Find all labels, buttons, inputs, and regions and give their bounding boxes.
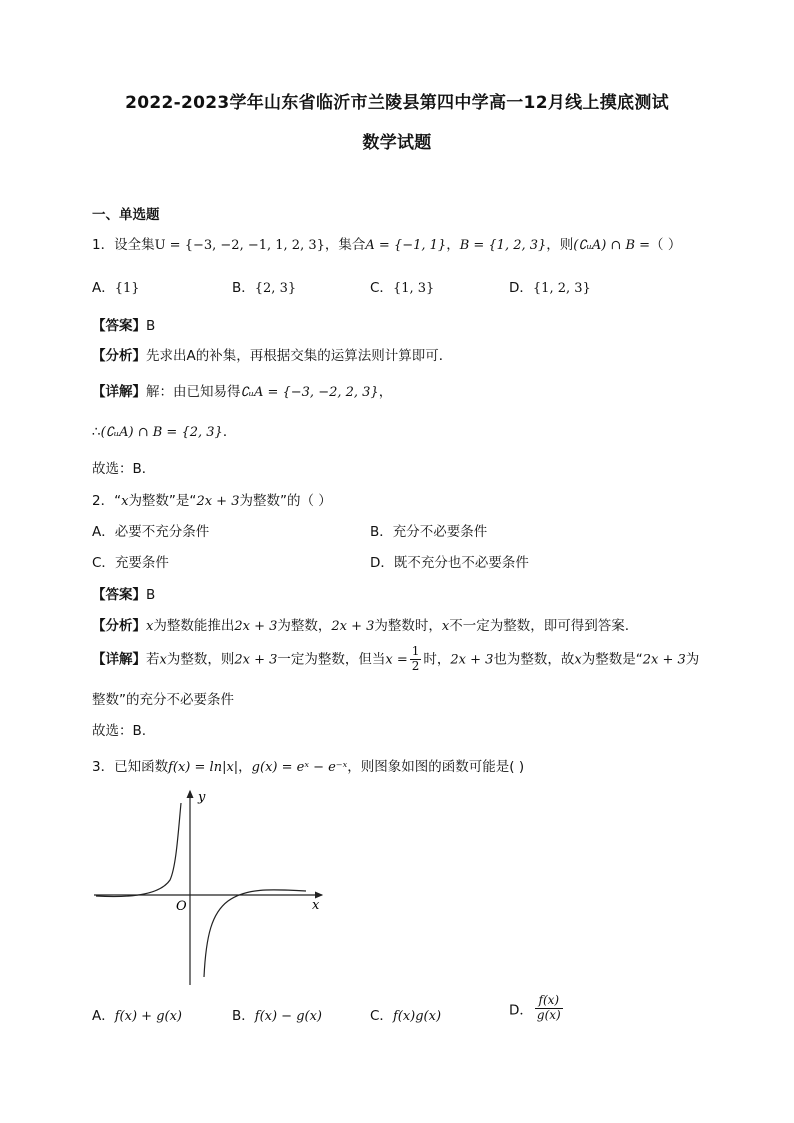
q2-answer: 【答案】B <box>92 587 156 603</box>
q2-option-c: C．充要条件 <box>92 555 169 571</box>
q2-detail: 【详解】若x为整数，则2x + 3一定为整数，但当x = $\frac{1}{2}$ 时，2x + 3也为整数，故x为整数是“2x + 3为 <box>92 644 700 673</box>
q1-expression: (∁ᵤA) ∩ B = <box>573 238 651 253</box>
y-axis-label: y <box>198 790 206 805</box>
q2-detail-continued: 整数”的充分不必要条件 <box>92 692 234 708</box>
q1-detail: 【详解】解：由已知易得∁ᵤA = {−3, −2, 2, 3}， <box>92 384 393 400</box>
document-title: 2022-2023学年山东省临沂市兰陵县第四中学高一12月线上摸底测试 <box>125 93 669 113</box>
q3-option-b: B．f(x) − g(x) <box>232 1008 323 1024</box>
q1-set-a: A = {−1, 1} <box>365 238 447 253</box>
section-heading: 一、单选题 <box>92 207 160 223</box>
q1-set-u: U = {−3, −2, −1, 1, 2, 3} <box>154 238 325 253</box>
fraction-one-half: $\frac{1}{2}$ <box>411 644 420 673</box>
q2-number: 2． <box>92 493 115 509</box>
q1-option-d: D．{1, 2, 3} <box>509 280 591 296</box>
document-subtitle: 数学试题 <box>362 133 432 153</box>
q3-option-a: A．f(x) + g(x) <box>92 1008 182 1024</box>
q3-stem: 3．已知函数f(x) = ln|x|，g(x) = eˣ − e⁻ˣ，则图象如图的函数可能是( ) <box>92 759 525 775</box>
q1-answer: 【答案】B <box>92 318 156 334</box>
q2-option-b: B．充分不必要条件 <box>370 524 488 540</box>
q3-number: 3． <box>92 759 115 775</box>
q2-analysis: 【分析】x为整数能推出2x + 3为整数，2x + 3为整数时，x不一定为整数，即可得到答案. <box>92 618 630 634</box>
q1-therefore: ∴(∁ᵤA) ∩ B = {2, 3}． <box>92 424 237 440</box>
q2-option-d: D．既不充分也不必要条件 <box>370 555 529 571</box>
fraction-f-over-g: $\frac{f(x)}{g(x)}$ <box>536 993 561 1022</box>
origin-label: O <box>176 899 187 914</box>
function-graph <box>90 785 330 990</box>
q1-number: 1． <box>92 237 115 253</box>
q3-option-d: D． $\frac{f(x)}{g(x)}$ <box>509 993 561 1022</box>
q1-stem: 1．设全集U = {−3, −2, −1, 1, 2, 3}，集合A = {−1, 1}，B = {1, 2, 3}，则(∁ᵤA) ∩ B =（ ） <box>92 237 682 253</box>
q1-option-c: C．{1, 3} <box>370 280 435 296</box>
q2-choose: 故选：B. <box>92 723 147 739</box>
q1-option-b: B．{2, 3} <box>232 280 297 296</box>
q1-option-a: A．{1} <box>92 280 140 296</box>
q2-option-a: A．必要不充分条件 <box>92 524 210 540</box>
q1-set-b: B = {1, 2, 3} <box>459 238 547 253</box>
q2-stem: 2．“x为整数”是“2x + 3为整数”的（ ） <box>92 493 332 509</box>
curve-left-branch <box>96 803 181 897</box>
q1-choose: 故选：B． <box>92 461 156 477</box>
q3-option-c: C．f(x)g(x) <box>370 1008 442 1024</box>
q1-analysis: 【分析】先求出A的补集，再根据交集的运算法则计算即可． <box>92 348 453 364</box>
curve-right-branch <box>204 890 306 977</box>
x-axis-label: x <box>312 898 320 913</box>
